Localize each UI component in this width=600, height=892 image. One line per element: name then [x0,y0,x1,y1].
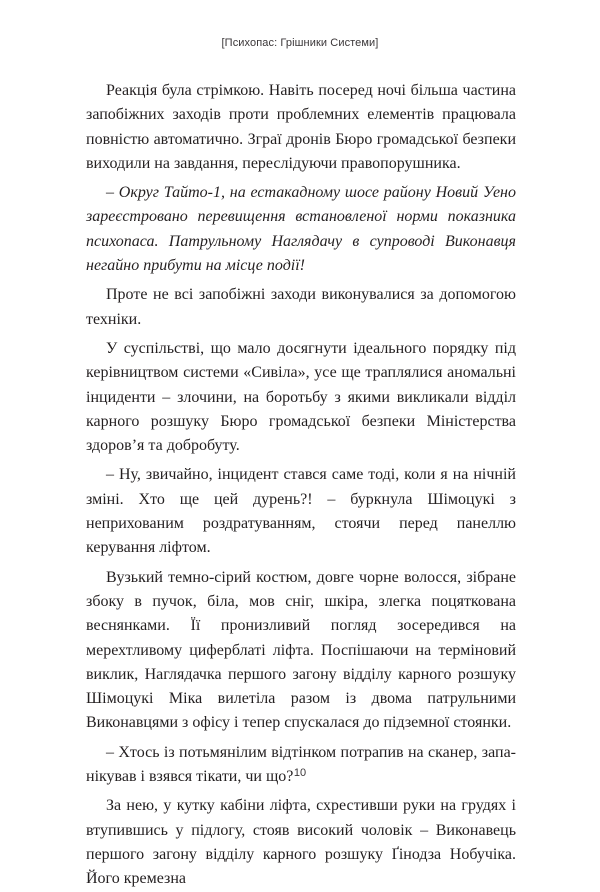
page-number: 10 [293,767,307,779]
paragraph-italic-announcement: – Округ Тайто-1, на естакадному шосе району Новий Уено зареєстровано перевищення встановленої норми показника психопаса. Патрульному Наглядачу в супроводі Виконавця негайно прибути на місце події! [86,184,516,275]
paragraph: За нею, у кутку кабіни ліфта, схрестивши руки на грудях і втупившись у підлогу, стояв високий чоловік – Виконавець першого загону відділу карного розшуку Ґінодза Нобучіка. Його кремезна [86,797,516,888]
paragraph-dialogue: – Хтось із потьмянілим відтінком потрапив на сканер, запанікував і взявся тікати, чи що? [86,743,516,786]
paragraph-dialogue: – Ну, звичайно, інцидент стався саме тоді, коли я на нічній зміні. Хто ще цей дурень?! – буркнула Шімоцукі з неприхованим роздратуванням, стоячи перед панеллю керування ліфтом. [86,466,516,557]
paragraph: Проте не всі запобіжні заходи виконувалися за допомогою техніки. [86,286,516,328]
paragraph: У суспільстві, що мало досягнути ідеального порядку під керівництвом системи «Сивіла», усе ще траплялися аномальні інциденти – злочини, на боротьбу з якими викликали відділ карного розшуку Бюро громадської безпеки Міністерства здоров’я та добробуту. [86,339,516,455]
paragraph: Реакція була стрімкою. Навіть посеред ночі більша частина запобіжних заходів проти проблемних елементів працювала повністю автоматично. Зграї дронів Бюро громадської безпеки виходили на завдання, переслідуючи правопорушника. [86,82,516,172]
running-head: [Психопас: Грішники Системи] [221,37,379,49]
paragraph: Вузький темно-сірий костюм, довге чорне волосся, зібране збоку в пучок, біла, мов сніг, шкіра, злегка поцяткована веснянками. Її пронизливий погляд зосередився на мерехтливому циферблаті ліфта. Поспішаючи на терміновий виклик, Наглядачка першого загону відділу карного розшуку Шімоцукі Міка вилетіла разом із двома патрульними Виконавцями з офісу і тепер спускалася до підземної стоянки. [86,568,516,732]
